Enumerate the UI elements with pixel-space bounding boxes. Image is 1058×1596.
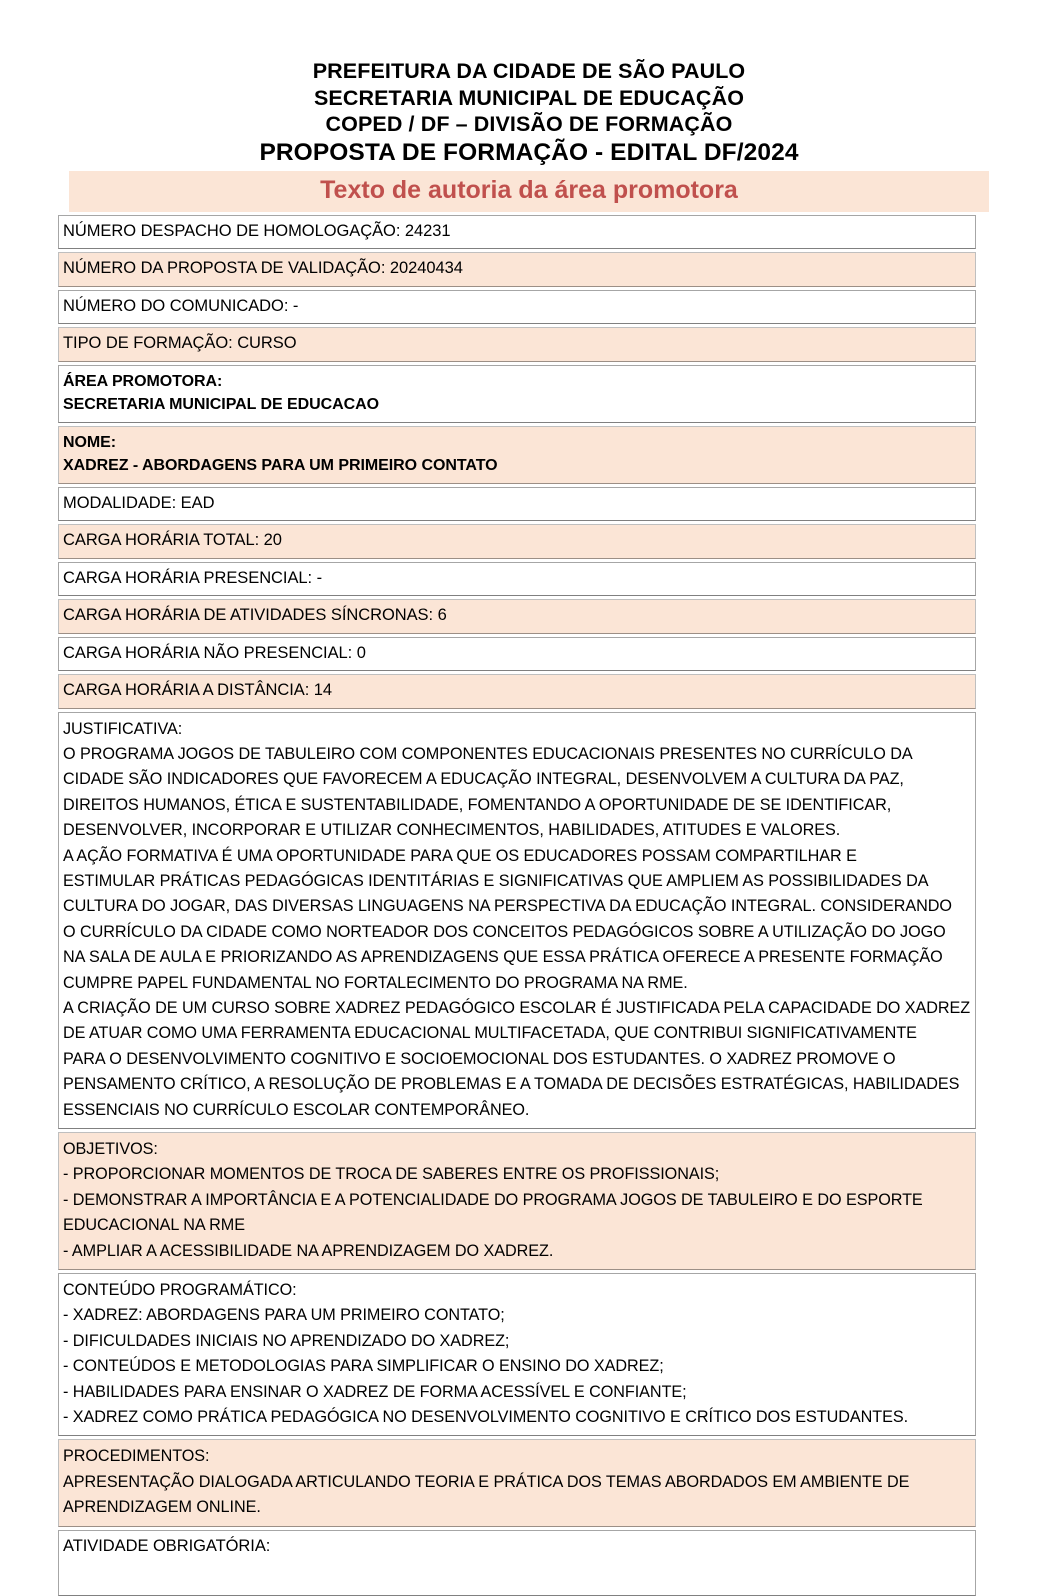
justificativa-line: NA SALA DE AULA E PRIORIZANDO AS APRENDIZAGENS QUE ESSA PRÁTICA OFERECE A PRESENTE FORMAÇÃO: [63, 948, 943, 967]
banner-texto-autoria: [69, 171, 989, 212]
header-line-coped: COPED / DF – DIVISÃO DE FORMAÇÃO: [325, 112, 733, 136]
objetivos-line: EDUCACIONAL NA RME: [63, 1216, 245, 1235]
objetivos-line: - PROPORCIONAR MOMENTOS DE TROCA DE SABERES ENTRE OS PROFISSIONAIS;: [63, 1165, 720, 1184]
field-numero-proposta: NÚMERO DA PROPOSTA DE VALIDAÇÃO: 20240434: [63, 259, 463, 277]
justificativa-line: DE ATUAR COMO UMA FERRAMENTA EDUCACIONAL MULTIFACETADA, QUE CONTRIBUI SIGNIFICATIVAMENTE: [63, 1024, 917, 1043]
conteudo-line: - XADREZ COMO PRÁTICA PEDAGÓGICA NO DESENVOLVIMENTO COGNITIVO E CRÍTICO DOS ESTUDANTES.: [63, 1408, 909, 1427]
justificativa-line: CIDADE SÃO INDICADORES QUE FAVORECEM A EDUCAÇÃO INTEGRAL, DESENVOLVEM A CULTURA DA PAZ,: [63, 770, 904, 789]
label-conteudo-programatico: CONTEÚDO PROGRAMÁTICO:: [63, 1281, 297, 1300]
field-numero-despacho: NÚMERO DESPACHO DE HOMOLOGAÇÃO: 24231: [63, 221, 451, 240]
procedimentos-line: APRENDIZAGEM ONLINE.: [63, 1498, 261, 1517]
header-line-prefeitura: PREFEITURA DA CIDADE DE SÃO PAULO: [312, 59, 746, 83]
field-tipo-formacao: TIPO DE FORMAÇÃO: CURSO: [63, 334, 297, 352]
justificativa-line: ESTIMULAR PRÁTICAS PEDAGÓGICAS IDENTITÁRIAS E SIGNIFICATIVAS QUE AMPLIEM AS POSSIBILIDADES DA: [63, 871, 929, 890]
field-carga-horaria-distancia: CARGA HORÁRIA A DISTÂNCIA: 14: [63, 681, 333, 699]
proposal-table: [58, 215, 976, 1596]
row-carga-horaria-presencial: [58, 562, 976, 597]
row-tipo-formacao: [58, 327, 976, 362]
justificativa-line: A CRIAÇÃO DE UM CURSO SOBRE XADREZ PEDAGÓGICO ESCOLAR É JUSTIFICADA PELA CAPACIDADE DO XADREZ: [63, 998, 971, 1017]
header-line-secretaria: SECRETARIA MUNICIPAL DE EDUCAÇÃO: [313, 85, 745, 110]
procedimentos-line: APRESENTAÇÃO DIALOGADA ARTICULANDO TEORIA E PRÁTICA DOS TEMAS ABORDADOS EM AMBIENTE DE: [63, 1472, 910, 1491]
banner-label: Texto de autoria da área promotora: [320, 175, 738, 204]
row-area-promotora: [58, 365, 976, 423]
label-atividade-obrigatoria: ATIVIDADE OBRIGATÓRIA:: [63, 1536, 271, 1555]
label-procedimentos: PROCEDIMENTOS:: [63, 1447, 210, 1466]
field-carga-horaria-sincronas: CARGA HORÁRIA DE ATIVIDADES SÍNCRONAS: 6: [63, 606, 447, 624]
row-conteudo-programatico: [58, 1273, 976, 1436]
justificativa-line: CUMPRE PAPEL FUNDAMENTAL NO FORTALECIMENTO DO PROGRAMA NA RME.: [63, 973, 688, 992]
row-numero-despacho: [58, 215, 976, 250]
justificativa-line: PARA O DESENVOLVIMENTO COGNITIVO E SOCIOEMOCIONAL DOS ESTUDANTES. O XADREZ PROMOVE O: [63, 1049, 896, 1068]
header-line-proposta: PROPOSTA DE FORMAÇÃO - EDITAL DF/2024: [259, 138, 799, 166]
row-justificativa: [58, 712, 976, 1130]
row-carga-horaria-nao-presencial: [58, 637, 976, 672]
field-carga-horaria-nao-presencial: CARGA HORÁRIA NÃO PRESENCIAL: 0: [63, 643, 366, 662]
field-modalidade: MODALIDADE: EAD: [63, 493, 215, 512]
field-carga-horaria-presencial: CARGA HORÁRIA PRESENCIAL: -: [63, 568, 323, 587]
justificativa-line: PENSAMENTO CRÍTICO, A RESOLUÇÃO DE PROBLEMAS E A TOMADA DE DECISÕES ESTRATÉGICAS, HABILIDADES: [63, 1075, 960, 1094]
row-numero-proposta: [58, 252, 976, 287]
justificativa-line: ESSENCIAIS NO CURRÍCULO ESCOLAR CONTEMPORÂNEO.: [63, 1100, 530, 1119]
row-numero-comunicado: [58, 290, 976, 325]
value-area-promotora: SECRETARIA MUNICIPAL DE EDUCACAO: [63, 396, 380, 413]
justificativa-line: CULTURA DO JOGAR, DAS DIVERSAS LINGUAGENS NA PERSPECTIVA DA EDUCAÇÃO INTEGRAL. CONSIDERANDO: [63, 897, 952, 916]
label-area-promotora: ÁREA PROMOTORA:: [63, 372, 223, 390]
document-header: [0, 0, 1058, 168]
justificativa-line: O PROGRAMA JOGOS DE TABULEIRO COM COMPONENTES EDUCACIONAIS PRESENTES NO CURRÍCULO DA: [63, 744, 913, 763]
field-carga-horaria-total: CARGA HORÁRIA TOTAL: 20: [63, 531, 282, 549]
row-atividade-obrigatoria: [58, 1530, 976, 1596]
conteudo-line: - DIFICULDADES INICIAIS NO APRENDIZADO DO XADREZ;: [63, 1331, 510, 1350]
label-objetivos: OBJETIVOS:: [63, 1140, 158, 1158]
conteudo-line: - XADREZ: ABORDAGENS PARA UM PRIMEIRO CONTATO;: [63, 1306, 505, 1325]
row-carga-horaria-sincronas: [58, 599, 976, 634]
row-carga-horaria-total: [58, 524, 976, 559]
value-nome: XADREZ - ABORDAGENS PARA UM PRIMEIRO CONTATO: [63, 457, 498, 474]
field-numero-comunicado: NÚMERO DO COMUNICADO: -: [63, 296, 299, 315]
row-objetivos: [58, 1132, 976, 1270]
objetivos-line: - DEMONSTRAR A IMPORTÂNCIA E A POTENCIALIDADE DO PROGRAMA JOGOS DE TABULEIRO E DO ESPORTE: [63, 1190, 923, 1209]
conteudo-line: - HABILIDADES PARA ENSINAR O XADREZ DE FORMA ACESSÍVEL E CONFIANTE;: [63, 1382, 687, 1401]
justificativa-line: DESENVOLVER, INCORPORAR E UTILIZAR CONHECIMENTOS, HABILIDADES, ATITUDES E VALORES.: [63, 821, 841, 840]
justificativa-line: DIREITOS HUMANOS, ÉTICA E SUSTENTABILIDADE, FOMENTANDO A OPORTUNIDADE DE SE IDENTIFICAR,: [63, 795, 892, 814]
label-justificativa: JUSTIFICATIVA:: [63, 719, 183, 738]
label-nome: NOME:: [63, 433, 117, 451]
row-procedimentos: [58, 1439, 976, 1526]
justificativa-line: O CURRÍCULO DA CIDADE COMO NORTEADOR DOS CONCEITOS PEDAGÓGICOS SOBRE A UTILIZAÇÃO DO JOGO: [63, 922, 946, 941]
row-modalidade: [58, 487, 976, 522]
row-carga-horaria-distancia: [58, 674, 976, 709]
row-nome: [58, 426, 976, 484]
justificativa-line: A AÇÃO FORMATIVA É UMA OPORTUNIDADE PARA QUE OS EDUCADORES POSSAM COMPARTILHAR E: [63, 846, 857, 865]
objetivos-line: - AMPLIAR A ACESSIBILIDADE NA APRENDIZAGEM DO XADREZ.: [63, 1241, 554, 1260]
conteudo-line: - CONTEÚDOS E METODOLOGIAS PARA SIMPLIFICAR O ENSINO DO XADREZ;: [63, 1357, 664, 1376]
